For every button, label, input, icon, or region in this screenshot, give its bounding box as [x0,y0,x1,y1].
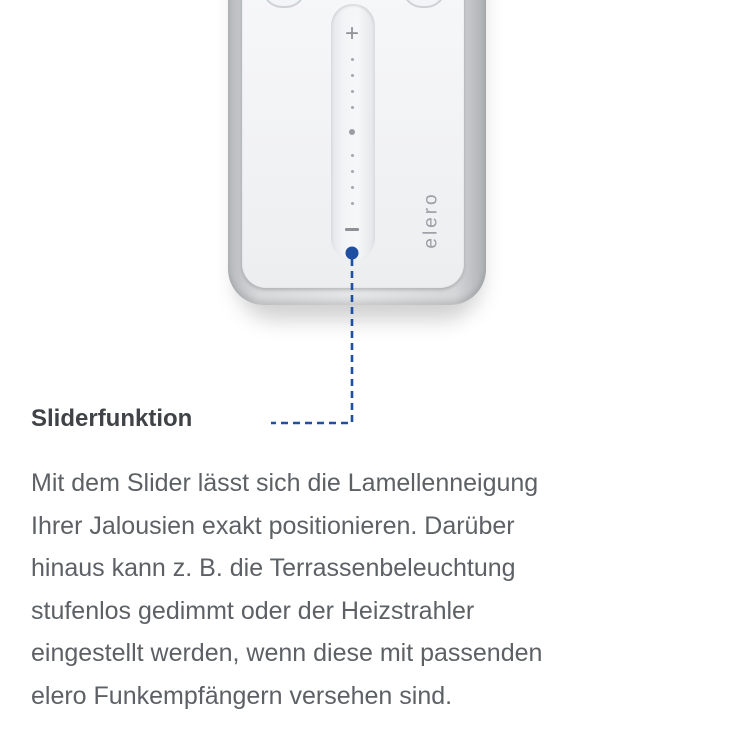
callout-description [31,462,721,717]
description-line: Ihrer Jalousien exakt positionieren. Darüber [31,511,515,540]
slider-tick [351,202,354,205]
brand-logo [412,172,452,268]
description-line: hinaus kann z. B. die Terrassenbeleuchtung [31,554,516,582]
slider-tick [351,90,354,93]
slider-tick [351,58,354,61]
slider-tick [351,170,354,173]
slider-tick [351,74,354,77]
minus-icon [345,228,359,231]
slider-center-tick [349,129,355,135]
description-line: stufenlos gedimmt oder der Heizstrahler [31,596,475,625]
brand-logo-text: elero [421,191,442,249]
description-line: Mit dem Slider lässt sich die Lamellenneigung [31,469,539,497]
slider-tick [351,186,354,189]
slider-tick [351,106,354,109]
plus-icon: + [344,20,359,47]
callout-heading: Sliderfunktion [31,405,193,432]
description-line: eingestellt werden, wenn diese mit passenden [31,639,543,667]
description-line: elero Funkempfängern versehen sind. [31,681,453,710]
slider-tick [351,154,354,157]
